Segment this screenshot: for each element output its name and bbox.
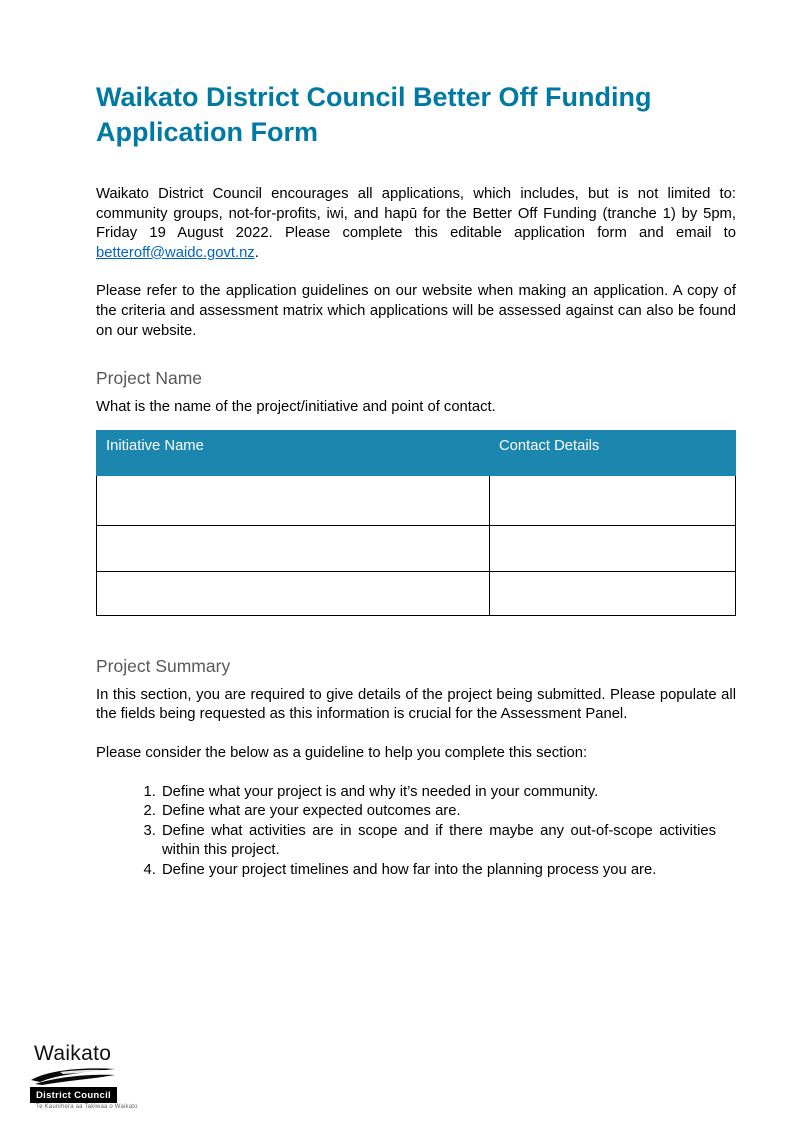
council-logo: [30, 1042, 138, 1110]
intro-paragraph-1-period: .: [254, 244, 259, 261]
table-row: [97, 571, 736, 615]
project-name-description: What is the name of the project/initiative and point of contact.: [96, 399, 496, 416]
initiative-name-cell-3[interactable]: [97, 571, 490, 615]
page-title: Waikato District Council Better Off Funding Application Form: [96, 82, 652, 147]
logo-tagline-text: Te Kaunihera aa Takiwaa o Waikato: [36, 1104, 138, 1110]
guideline-list-item-1: 1. Define what your project is and why it’s needed in your community.: [160, 783, 716, 803]
contact-details-cell-1[interactable]: [489, 475, 735, 525]
section-heading-project-summary: Project Summary: [96, 655, 231, 676]
guideline-list-item-3: 3. Define what activities are in scope and if there maybe any out-of-scope activities within this project.: [160, 822, 716, 861]
project-summary-paragraph-2: Please consider the below as a guideline to help you complete this section:: [96, 745, 588, 762]
project-summary-paragraph-1: In this section, you are required to give details of the project being submitted. Please populate all the fields being requested as this information is crucial for the Assessment Panel.: [96, 686, 736, 723]
contact-details-cell-3[interactable]: [489, 571, 735, 615]
guideline-list-item-2: 2. Define what are your expected outcomes are.: [160, 802, 716, 822]
logo-swoosh-icon: [30, 1067, 116, 1085]
contact-details-cell-2[interactable]: [489, 525, 735, 571]
table-header-contact-details: Contact Details: [489, 430, 735, 475]
initiative-name-cell-1[interactable]: [97, 475, 490, 525]
intro-paragraph-1: [96, 185, 736, 263]
intro-paragraph-1-text: Waikato District Council encourages all applications, which includes, but is not limited to: community groups, not-for-profits, iwi, and hapū for the Better Off Funding (tranche 1) by 5pm, Friday 19 August 2022. Please complete this editable application form and email to: [96, 186, 736, 242]
logo-waikato-text: Waikato: [34, 1042, 112, 1065]
table-row: [97, 475, 736, 525]
table-row: [97, 525, 736, 571]
project-name-table: [96, 430, 736, 616]
table-header-row: [97, 430, 736, 475]
section-heading-project-name: Project Name: [96, 368, 203, 389]
intro-paragraph-2: Please refer to the application guidelines on our website when making an application. A copy of the criteria and assessment matrix which applications will be assessed against can also be found on our website.: [96, 283, 736, 339]
email-link[interactable]: betteroff@waidc.govt.nz: [96, 244, 255, 261]
logo-banner-text: District Council: [30, 1087, 117, 1103]
guideline-list-item-4: 4. Define your project timelines and how far into the planning process you are.: [160, 861, 716, 881]
guideline-list: [96, 783, 716, 881]
initiative-name-cell-2[interactable]: [97, 525, 490, 571]
table-header-initiative-name: Initiative Name: [97, 430, 490, 475]
